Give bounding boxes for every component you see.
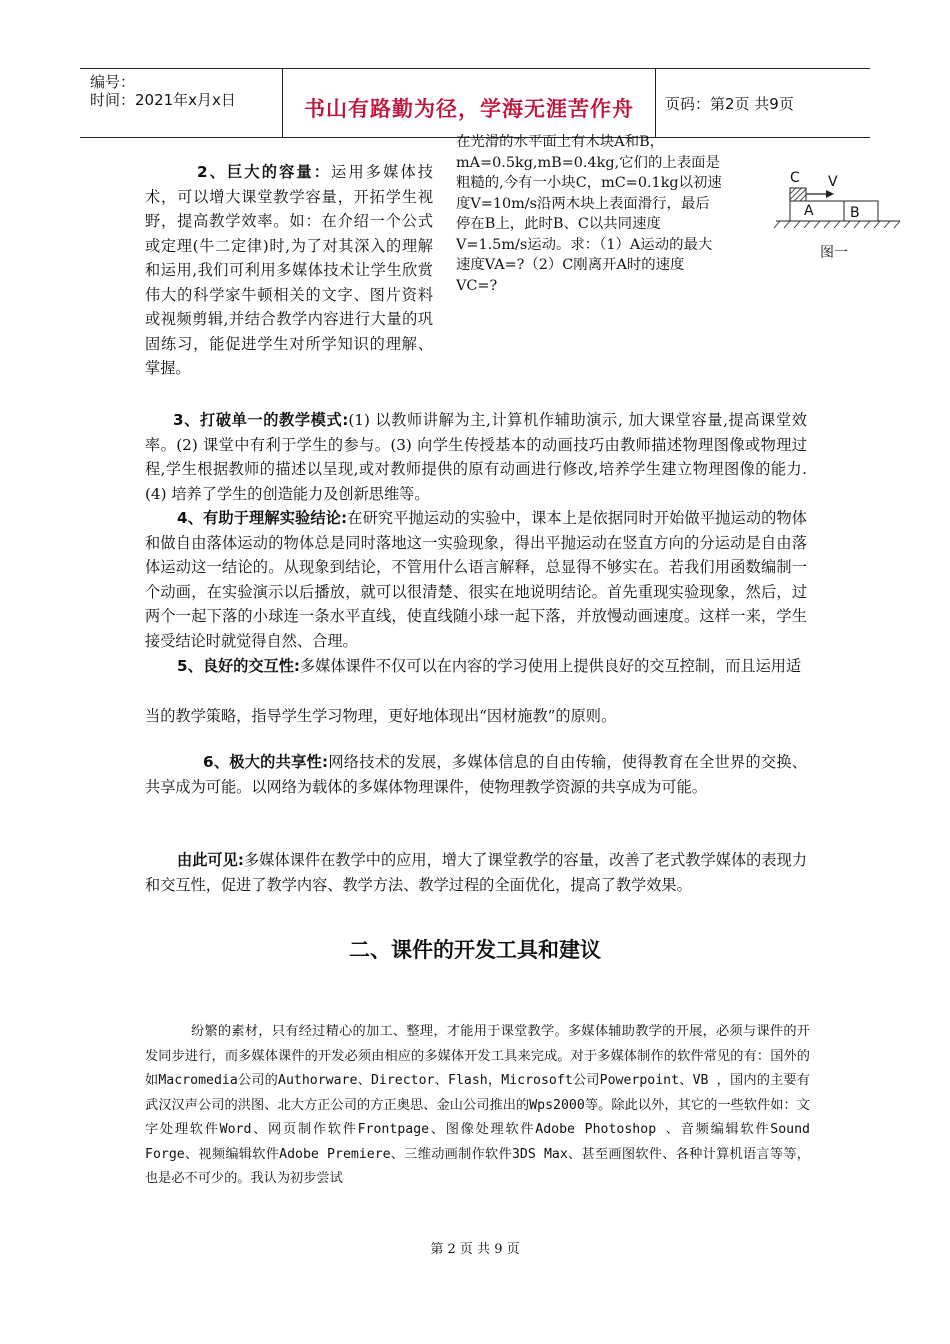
item5-heading: 5、良好的交互性: xyxy=(177,657,300,675)
item6-paragraph xyxy=(145,750,807,799)
figure-one xyxy=(770,168,920,268)
header-meta-cell xyxy=(80,69,282,137)
section-paragraph-text: 纷繁的素材，只有经过精心的加工、整理，才能用于课堂教学。多媒体辅助教学的开展，必须与课件的开发同步进行，而多媒体课件的开发必须由相应的多媒体开发工具来完成。对于多媒体制作的软件常见的有：国外的如Macromedia公司的Authorware、Director、Flash，Microsoft公司Powerpoint、VB ，国内的主要有武汉汉声公司的洪图、北大方正公司的方正奥思、金山公司推出的Wps2000等。除此以外，其它的一些软件如：文字处理软件Word、网页制作软件Frontpage、图像处理软件Adobe Photoshop 、音频编辑软件Sound Forge、视频编辑软件Adobe Premiere、三维动画制作软件3DS Max、甚至画图软件、各种计算机语言等等，也是必不可少的。我认为初步尝试 xyxy=(145,1024,810,1186)
block-a-shape xyxy=(790,201,844,221)
item6-heading: 6、极大的共享性: xyxy=(203,753,329,771)
item4-paragraph xyxy=(145,506,807,653)
item2-heading: 2、巨大的容量： xyxy=(197,163,332,181)
page-header xyxy=(80,68,870,138)
document-time-label: 时间：2021年x月x日 xyxy=(90,91,236,109)
page-footer: 第 2 页 共 9 页 xyxy=(430,1242,520,1257)
item5-continuation: 当的教学策略，指导学生学习物理，更好地体现出“因材施教”的原则。 xyxy=(145,707,617,725)
section-title: 二、课件的开发工具和建议 xyxy=(349,938,601,962)
section-paragraph xyxy=(145,1020,810,1192)
label-b: B xyxy=(850,205,860,221)
header-motto-cell xyxy=(282,69,656,137)
item5-paragraph xyxy=(145,654,807,679)
header-page-cell xyxy=(655,69,870,137)
document-number-label: 编号： xyxy=(90,73,136,91)
item2-text: 运用多媒体技术，可以增大课堂教学容量，开拓学生视野，提高教学效率。如：在介绍一个公式或定理(牛二定律)时,为了对其深入的理解和运用,我们可利用多媒体技术让学生欣赏伟大的科学家牛顿相关的文字、图片资料或视频剪辑,并结合教学内容进行大量的巩固练习，能促进学生对所学知识的理解、掌握。 xyxy=(145,163,433,377)
motto-text: 书山有路勤为径，学海无涯苦作舟 xyxy=(304,97,634,121)
header-page-number: 页码：第2页 共9页 xyxy=(665,95,794,113)
block-c-shape xyxy=(790,188,806,201)
physics-problem-text: 在光滑的水平面上有木块A和B，mA=0.5kg,mB=0.4kg,它们的上表面是粗糙的,今有一小块C，mC=0.1kg以初速度V=10m/s沿两木块上表面滑行，最后停在B上，此时B、C以共同速度V=1.5m/s运动。求：（1）A运动的最大速度VA=?（2）C刚离开A时的速度VC=? xyxy=(456,134,722,294)
item3-heading: 3、打破单一的教学模式: xyxy=(173,411,349,429)
conclusion-heading: 由此可见: xyxy=(177,851,244,869)
label-v: V xyxy=(828,174,838,190)
item3-paragraph xyxy=(145,408,807,506)
item6-text: 网络技术的发展，多媒体信息的自由传输，使得教育在全世界的交换、共享成为可能。以网络为载体的多媒体物理课件，使物理教学资源的共享成为可能。 xyxy=(145,753,807,796)
item5-text: 多媒体课件不仅可以在内容的学习使用上提供良好的交互控制，而且运用适 xyxy=(299,657,802,675)
label-c: C xyxy=(790,170,800,186)
conclusion-text: 多媒体课件在教学中的应用，增大了课堂教学的容量，改善了老式教学媒体的表现力和交互性，促进了教学内容、教学方法、教学过程的全面优化，提高了教学效果。 xyxy=(145,851,808,894)
item3-text: (1) 以教师讲解为主,计算机作辅助演示, 加大课堂容量,提高课堂效率。(2) 课堂中有利于学生的参与。(3) 向学生传授基本的动画技巧由教师描述物理图像或物理过程,学生根据教师的描述以呈现,或对教师提供的原有动画进行修改,培养学生建立物理图像的能力.(4) 培养了学生的创造能力及创新思维等。 xyxy=(145,411,807,503)
figure-caption: 图一 xyxy=(820,245,848,261)
label-a: A xyxy=(804,203,814,219)
item4-heading: 4、有助于理解实验结论: xyxy=(177,509,348,527)
conclusion-paragraph xyxy=(145,848,807,897)
item4-text: 在研究平抛运动的实验中，课本上是依据同时开始做平抛运动的物体和做自由落体运动的物体总是同时落地这一实验现象，得出平抛运动在竖直方向的分运动是自由落体运动这一结论的。从现象到结论，不管用什么语言解释，总显得不够实在。若我们用函数编制一个动画，在实验演示以后播放，就可以很清楚、很实在地说明结论。首先重现实验现象，然后，过两个一起下落的小球连一条水平直线，使直线随小球一起下落，并放慢动画速度。这样一来，学生接受结论时就觉得自然、合理。 xyxy=(145,509,807,650)
item2-paragraph xyxy=(145,160,433,381)
